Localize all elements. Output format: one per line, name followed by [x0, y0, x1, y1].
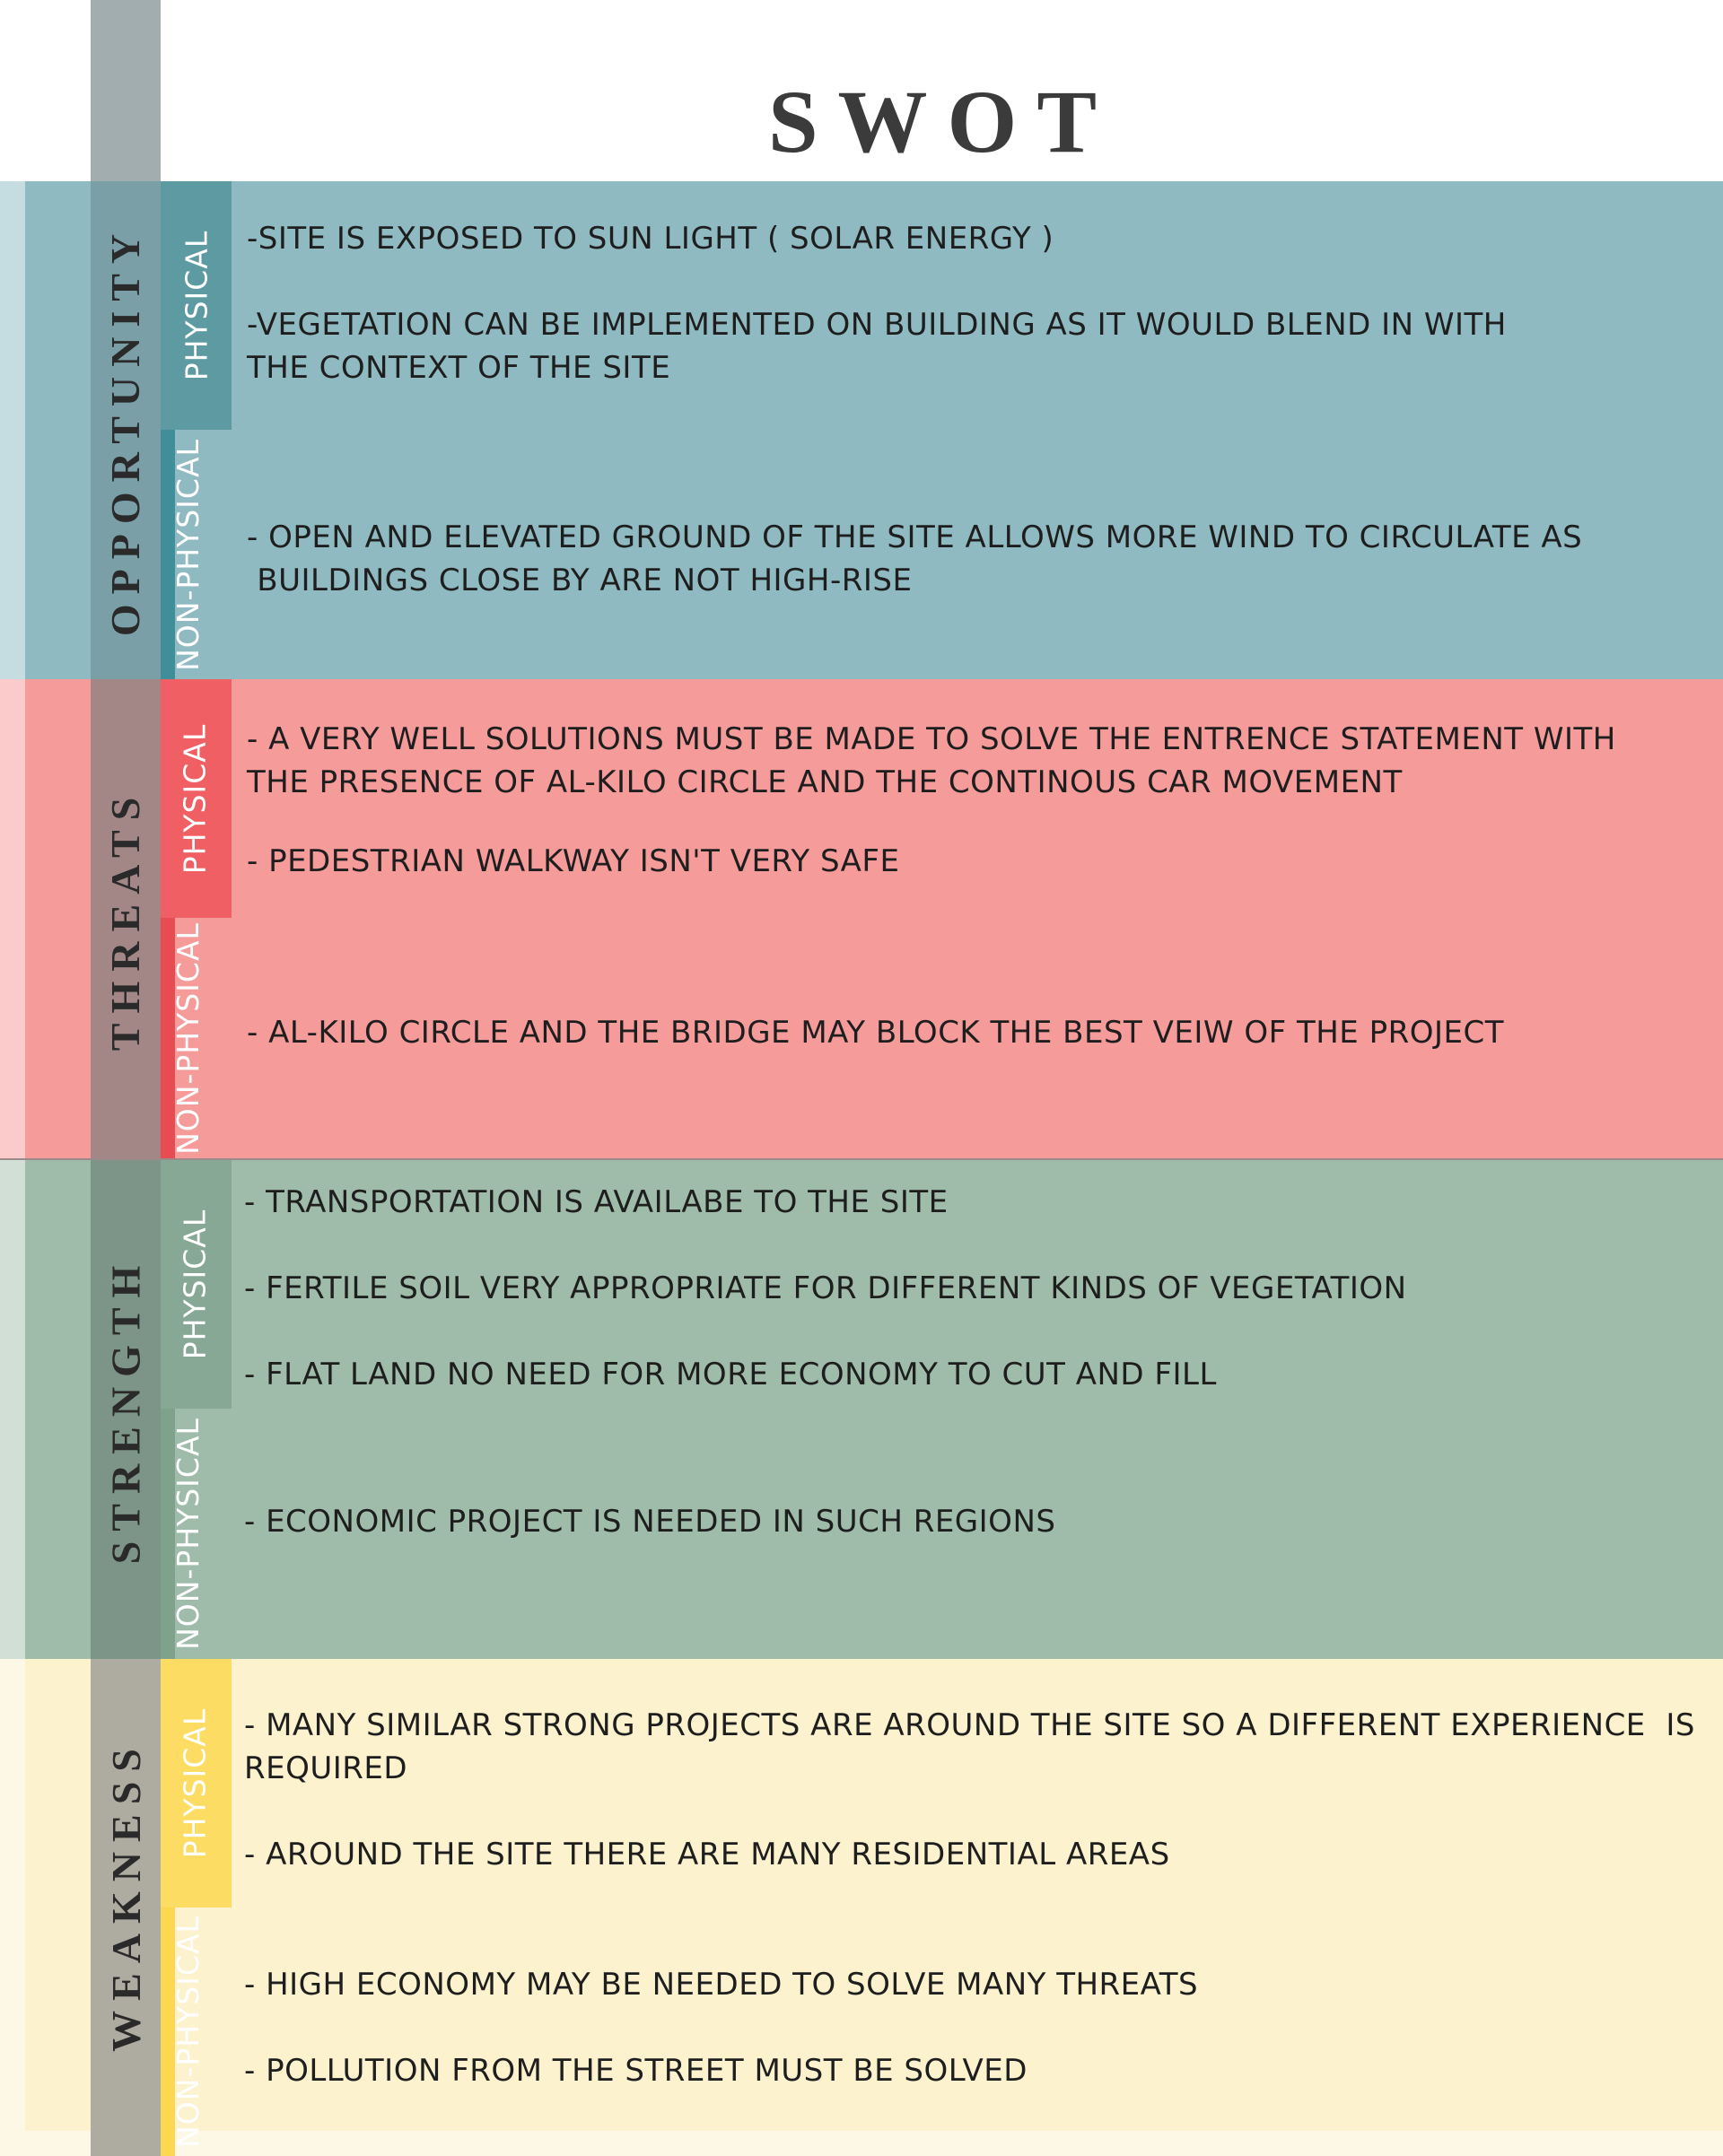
- weakness-item: - AROUND THE SITE THERE ARE MANY RESIDENTIAL AREAS: [244, 1837, 1170, 1872]
- strength-nonphysical-label: NON-PHYSICAL: [170, 1418, 206, 1650]
- threats-nonphysical-label: NON-PHYSICAL: [170, 922, 206, 1155]
- weakness-item: - POLLUTION FROM THE STREET MUST BE SOLVED: [244, 2053, 1028, 2089]
- weakness-physical-label: PHYSICAL: [177, 1707, 213, 1859]
- weakness-item: - MANY SIMILAR STRONG PROJECTS ARE AROUND THE SITE SO A DIFFERENT EXPERIENCE IS REQUIRED: [244, 1707, 1696, 1786]
- threats-physical-label: PHYSICAL: [177, 723, 213, 874]
- threats-label: THREATS: [102, 787, 149, 1052]
- weakness-label: WEAKNESS: [102, 1738, 149, 2052]
- threats-item: - PEDESTRIAN WALKWAY ISN'T VERY SAFE: [247, 843, 900, 879]
- page-title: SWOT: [767, 72, 1117, 171]
- opportunity-item: -SITE IS EXPOSED TO SUN LIGHT ( SOLAR ENERGY ): [247, 221, 1054, 257]
- weakness-nonphysical-label: NON-PHYSICAL: [170, 1916, 206, 2148]
- opportunity-item: - OPEN AND ELEVATED GROUND OF THE SITE ALLOWS MORE WIND TO CIRCULATE AS BUILDINGS CLOSE BY ARE NOT HIGH-RISE: [247, 519, 1583, 598]
- threats-item: - AL-KILO CIRCLE AND THE BRIDGE MAY BLOCK THE BEST VEIW OF THE PROJECT: [247, 1015, 1504, 1051]
- weakness-edge: [0, 1659, 25, 2131]
- weakness-item: - HIGH ECONOMY MAY BE NEEDED TO SOLVE MANY THREATS: [244, 1967, 1199, 2003]
- opportunity-item: -VEGETATION CAN BE IMPLEMENTED ON BUILDING AS IT WOULD BLEND IN WITH THE CONTEXT OF THE SITE: [247, 307, 1507, 386]
- opportunity-edge: [0, 181, 25, 679]
- strength-item: - FERTILE SOIL VERY APPROPRIATE FOR DIFFERENT KINDS OF VEGETATION: [244, 1270, 1407, 1306]
- strength-item: - TRANSPORTATION IS AVAILABE TO THE SITE: [244, 1184, 949, 1220]
- opportunity-physical-label: PHYSICAL: [179, 230, 214, 381]
- strength-label: STRENGTH: [102, 1255, 149, 1564]
- threats-edge: [0, 679, 25, 1159]
- strength-edge: [0, 1160, 25, 1659]
- opportunity-nonphysical-label: NON-PHYSICAL: [170, 438, 206, 671]
- threats-item: - A VERY WELL SOLUTIONS MUST BE MADE TO SOLVE THE ENTRENCE STATEMENT WITH THE PRESENCE OF AL-KILO CIRCLE AND THE CONTINOUS CAR MOVEMENT: [247, 721, 1616, 800]
- strength-item: - ECONOMIC PROJECT IS NEEDED IN SUCH REGIONS: [244, 1504, 1056, 1540]
- strength-physical-label: PHYSICAL: [177, 1209, 213, 1360]
- bottom-strip: [0, 2131, 1723, 2156]
- strength-band: [0, 1160, 1723, 1659]
- strength-item: - FLAT LAND NO NEED FOR MORE ECONOMY TO CUT AND FILL: [244, 1357, 1217, 1392]
- opportunity-label: OPPORTUNITY: [102, 223, 149, 637]
- top-spine: [91, 0, 161, 181]
